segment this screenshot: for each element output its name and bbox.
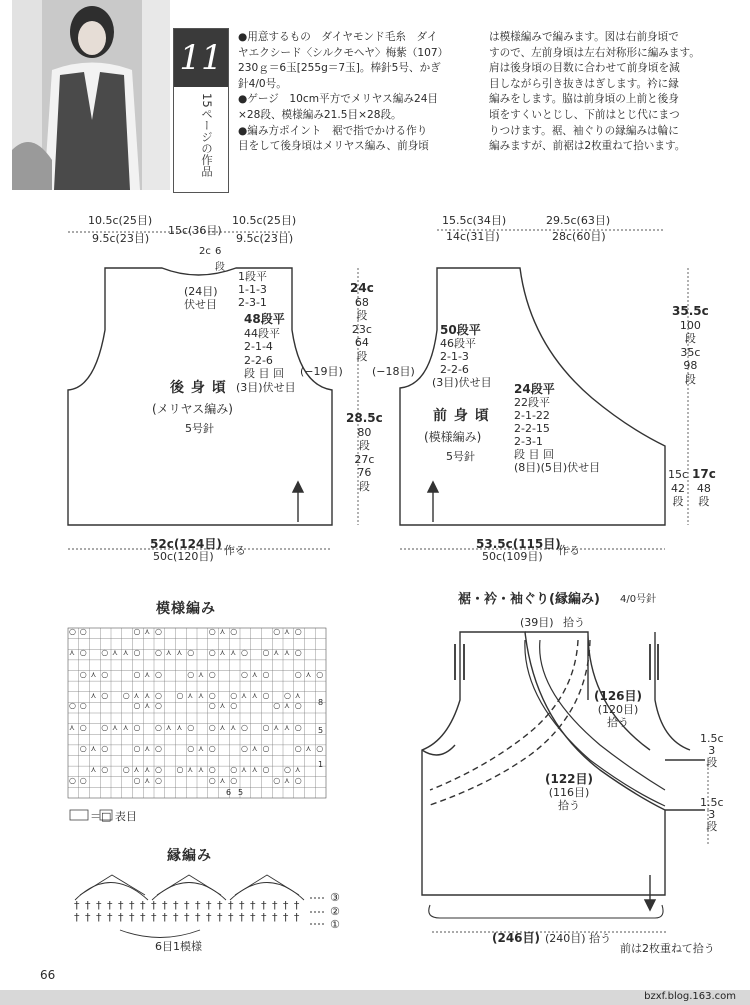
decrease-symbol: ⋏	[241, 765, 247, 775]
dim: 100	[679, 318, 701, 332]
decrease-symbol: ⋏	[294, 765, 301, 775]
decrease-symbol: ⋏	[284, 701, 290, 711]
dim: 拾う	[558, 799, 581, 812]
yarn-over-symbol: ○	[155, 627, 162, 636]
dim: 1.5c	[700, 732, 724, 745]
dim: 64	[354, 336, 369, 349]
yarn-over-symbol: ○	[294, 743, 302, 753]
back-dim-left-top2: 9.5c(23目)	[92, 232, 150, 245]
intro-line: ×28段、模様編み21.5目×28段。	[238, 108, 402, 121]
front-lower-height	[668, 468, 688, 509]
yarn-over-symbol: ○	[294, 722, 302, 732]
yarn-over-symbol: ○	[187, 722, 195, 732]
intro-line: 肩は後身頃の目数に合わせて前身頃を減	[489, 62, 680, 75]
step: 1-1-3	[238, 283, 267, 296]
yarn-over-symbol: ○	[101, 690, 109, 700]
yarn-over-symbol: ○	[155, 701, 162, 711]
yarn-over-symbol: ○	[69, 627, 76, 636]
back-neck-bindoff-label: 伏せ目	[184, 298, 217, 311]
yarn-over-symbol: ○	[187, 743, 195, 753]
back-neck-bindoff: (24目)	[184, 285, 218, 298]
trim-under-edge	[545, 773, 593, 812]
dim: 段	[356, 349, 368, 363]
yarn-over-symbol: ○	[79, 722, 87, 732]
front-dim-top4: 28c(60目)	[552, 230, 606, 243]
back-neck-steps	[238, 270, 267, 309]
intro-line: りつけます。裾、袖ぐりの縁編みは輪に	[489, 124, 679, 137]
step: 段 目 回	[244, 367, 284, 380]
step: 2-2-15	[514, 422, 550, 435]
dim: 80	[357, 425, 372, 439]
yarn-over-symbol: ○	[230, 627, 238, 636]
yarn-over-symbol: ○	[155, 690, 162, 700]
edging-repeat: 6目1模様	[155, 940, 202, 953]
yarn-over-symbol: ○	[176, 690, 184, 700]
decrease-symbol: ⋏	[144, 701, 151, 711]
yarn-over-symbol: ○	[155, 722, 162, 732]
yarn-over-symbol: ○	[208, 627, 216, 636]
yarn-over-symbol: ○	[208, 701, 216, 711]
back-body-stitch: (メリヤス編み)	[152, 402, 233, 416]
intro-line: 編みますが、前裾は2枚重ねて拾います。	[489, 140, 686, 153]
step: (8目)(5目)伏せ目	[514, 461, 601, 474]
step: 48段平	[244, 312, 285, 326]
intro-line: 頃をすくいとじし、下前はとじ代にまつ	[489, 108, 680, 121]
back-decrease: (−19目)	[300, 365, 343, 378]
decrease-symbol: ⋏	[112, 722, 118, 732]
dim: 3	[708, 744, 716, 757]
decrease-symbol: ⋏	[144, 669, 151, 679]
decrease-symbol: ⋏	[198, 669, 204, 679]
yarn-over-symbol: ○	[230, 701, 238, 711]
trim-front-note: 前は2枚重ねて拾う	[620, 942, 715, 955]
decrease-symbol: ⋏	[284, 627, 290, 636]
yarn-over-symbol: ○	[155, 648, 162, 658]
dim: (120目)	[597, 703, 639, 716]
dim: 28.5c	[346, 411, 383, 425]
decrease-symbol: ⋏	[144, 765, 151, 775]
back-dim-right-top2: 9.5c(23目)	[236, 232, 294, 245]
yarn-over-symbol: ○	[262, 669, 270, 679]
yarn-over-symbol: ○	[294, 669, 302, 679]
step: 1段平	[238, 270, 267, 283]
dim: 76	[357, 466, 372, 479]
decrease-symbol: ⋏	[165, 722, 172, 732]
decrease-symbol: ⋏	[251, 669, 258, 679]
chart-col-label: 5	[238, 788, 244, 797]
yarn-over-symbol: ○	[133, 722, 141, 732]
step: 2-1-3	[440, 350, 469, 363]
yarn-over-symbol: ○	[241, 669, 248, 679]
front-decrease: (−18目)	[372, 365, 415, 378]
step: (3目)伏せ目	[236, 380, 296, 394]
back-dim-mid-top: 15c(36目)	[168, 224, 222, 237]
edging-stitches	[74, 900, 300, 924]
dim: 段	[358, 439, 370, 452]
yarn-over-symbol: ○	[316, 669, 324, 679]
decrease-symbol: ⋏	[187, 690, 194, 700]
front-body-stitch: (模様編み)	[424, 430, 482, 444]
intro-line: すので、左前身頃は左右対称形に編みます。	[489, 46, 700, 59]
decrease-symbol: ⋏	[219, 722, 226, 732]
yarn-over-symbol: ○	[208, 765, 216, 775]
dim: 段	[684, 372, 696, 386]
yarn-over-symbol: ○	[316, 743, 324, 753]
decrease-symbol: ⋏	[176, 722, 183, 732]
dim: 48	[696, 481, 711, 495]
decrease-symbol: ⋏	[90, 690, 97, 700]
dim: 98	[683, 359, 698, 372]
decrease-symbol: ⋏	[305, 669, 312, 679]
front-neck-steps	[432, 323, 492, 389]
yarn-over-symbol: ○	[133, 775, 141, 785]
step: 2-1-22	[514, 409, 550, 422]
decrease-symbol: ⋏	[251, 690, 258, 700]
yarn-over-symbol: ○	[294, 648, 302, 658]
edging-round-2: ②	[330, 905, 340, 918]
back-neck-rows-unit: 段	[215, 262, 225, 273]
yarn-over-symbol: ○	[155, 775, 162, 785]
dim: 68	[354, 295, 369, 309]
step: 46段平	[440, 337, 476, 350]
intro-line: 目しながら引き抜きはぎします。衿に縁	[489, 77, 679, 90]
yarn-over-symbol: ○	[101, 765, 109, 775]
yarn-over-symbol: ○	[79, 627, 87, 636]
decrease-symbol: ⋏	[133, 690, 140, 700]
front-dim-top1: 15.5c(34目)	[442, 214, 507, 227]
dim: 段	[684, 332, 696, 345]
trim-title: 裾・衿・袖ぐり(縁編み)	[458, 592, 600, 607]
decrease-symbol: ⋏	[219, 648, 226, 658]
decrease-symbol: ⋏	[251, 765, 258, 775]
trim-needle: 4/0号針	[620, 594, 657, 605]
decrease-symbol: ⋏	[176, 648, 183, 658]
front-dim-top3: 29.5c(63目)	[546, 214, 611, 227]
step: 2-1-4	[244, 340, 273, 353]
yarn-over-symbol: ○	[208, 722, 216, 732]
back-body-title: 後 身 頃	[170, 380, 227, 396]
yarn-over-symbol: ○	[133, 743, 141, 753]
decrease-symbol: ⋏	[219, 701, 226, 711]
decrease-symbol: ⋏	[112, 648, 118, 658]
dim: 42	[671, 481, 686, 495]
yarn-over-symbol: ○	[241, 743, 248, 753]
dim: 段	[698, 495, 710, 508]
yarn-over-symbol: ○	[155, 669, 162, 679]
front-dim-top2: 14c(31目)	[446, 230, 500, 243]
yarn-over-symbol: ○	[208, 690, 216, 700]
front-cast-on: 作る	[558, 544, 580, 557]
edging-row: † † † † † † † † † † † † † † † † † † † † †	[74, 911, 301, 924]
trim-front-edge	[594, 690, 642, 729]
edging-round-3: ③	[330, 891, 340, 904]
yarn-over-symbol: ○	[294, 775, 302, 785]
intro-line: 目をして後身頃はメリヤス編み、前身頃	[238, 140, 429, 153]
yarn-over-symbol: ○	[101, 669, 109, 679]
edging-round-1: ①	[330, 918, 340, 931]
dim: 3	[708, 808, 716, 821]
dim: 段	[706, 820, 718, 833]
decrease-symbol: ⋏	[219, 627, 226, 636]
yarn-over-symbol: ○	[69, 701, 76, 711]
step: 50段平	[440, 323, 481, 337]
trim-armhole-width	[700, 733, 724, 769]
back-width: 52c(124目)	[150, 537, 222, 551]
yarn-over-symbol: ○	[79, 701, 87, 711]
yarn-over-symbol: ○	[208, 743, 216, 753]
intro-line: ●用意するもの ダイヤモンド毛糸 ダイ	[238, 31, 438, 43]
step: 24段平	[514, 382, 555, 396]
edging-row: † † † † † † † † † † † † † † † † † † † † †	[74, 899, 301, 912]
yarn-over-symbol: ○	[133, 627, 141, 636]
intro-line: ●ゲージ 10cm平方でメリヤス編み24目	[238, 93, 439, 106]
step: 2-3-1	[238, 296, 267, 309]
back-armhole-steps	[236, 312, 296, 394]
dim: 段	[358, 479, 370, 493]
yarn-over-symbol: ○	[273, 701, 281, 711]
yarn-over-symbol: ○	[230, 775, 238, 785]
back-dim-right-top: 10.5c(25目)	[232, 214, 297, 227]
yarn-over-symbol: ○	[155, 743, 162, 753]
decrease-symbol: ⋏	[284, 648, 290, 658]
decrease-symbol: ⋏	[219, 775, 226, 785]
decrease-symbol: ⋏	[230, 722, 237, 732]
step: 22段平	[514, 396, 550, 409]
decrease-symbol: ⋏	[273, 648, 280, 658]
back-neck-rows: 6	[215, 246, 222, 257]
yarn-over-symbol: ○	[187, 669, 195, 679]
decrease-symbol: ⋏	[90, 669, 97, 679]
yarn-over-symbol: ○	[208, 775, 216, 785]
yarn-over-symbol: ○	[230, 765, 238, 775]
trim-hem-pick: (240目) 拾う	[545, 932, 612, 945]
yarn-over-symbol: ○	[79, 743, 87, 753]
site-watermark: bzxf.blog.163.com	[644, 991, 736, 1002]
front-width: 53.5c(115目)	[476, 537, 561, 551]
decrease-symbol: ⋏	[230, 648, 237, 658]
yarn-over-symbol: ○	[230, 690, 238, 700]
back-width-cast: 50c(120目)	[153, 550, 214, 563]
yarn-over-symbol: ○	[133, 669, 141, 679]
front-body-title: 前 身 頃	[433, 408, 490, 424]
yarn-over-symbol: ○	[273, 627, 281, 636]
dim: 1.5c	[700, 796, 724, 809]
yarn-over-symbol: ○	[101, 648, 109, 658]
dim: 17c	[692, 467, 716, 481]
dim: 段	[356, 309, 368, 322]
step: 2-2-6	[244, 353, 273, 367]
front-body-needle: 5号針	[446, 450, 475, 463]
decrease-symbol: ⋏	[187, 765, 194, 775]
chart-row-label: 5	[318, 726, 324, 735]
yarn-over-symbol: ○	[176, 765, 184, 775]
yarn-over-symbol: ○	[208, 669, 216, 679]
chart-col-label: 6	[226, 788, 232, 797]
decrease-symbol: ⋏	[144, 627, 151, 636]
step: (3目)伏せ目	[432, 376, 492, 389]
edging-title: 縁編み	[167, 848, 212, 864]
intro-line: ●編み方ポイント 裾で指でかける作り	[238, 124, 428, 137]
decrease-symbol: ⋏	[144, 775, 151, 785]
dim: 35c	[680, 345, 701, 359]
page-number: 66	[40, 968, 56, 982]
yarn-over-symbol: ○	[69, 775, 76, 785]
yarn-over-symbol: ○	[241, 648, 248, 658]
decrease-symbol: ⋏	[144, 743, 151, 753]
decrease-symbol: ⋏	[122, 648, 129, 658]
back-neck-depth: 2c	[199, 246, 211, 257]
yarn-over-symbol: ○	[241, 722, 248, 732]
dim: (116目)	[548, 786, 590, 799]
front-side-height	[692, 468, 716, 509]
yarn-over-symbol: ○	[284, 765, 291, 775]
yarn-over-symbol: ○	[262, 722, 270, 732]
pattern-chart-title: 模様編み	[156, 601, 216, 617]
yarn-over-symbol: ○	[187, 648, 195, 658]
intro-line: は模様編みで編みます。図は右前身頃で	[489, 31, 679, 43]
trim-neck-count: (39目)	[520, 616, 554, 629]
yarn-over-symbol: ○	[208, 648, 216, 658]
dim: 24c	[350, 281, 374, 295]
decrease-symbol: ⋏	[284, 722, 290, 732]
chart-row-label: 8	[318, 698, 324, 707]
yarn-over-symbol: ○	[79, 648, 87, 658]
step: 2-2-6	[440, 363, 469, 376]
decrease-symbol: ⋏	[284, 775, 290, 785]
yarn-over-symbol: ○	[101, 722, 109, 732]
back-armhole-height	[350, 282, 374, 363]
yarn-over-symbol: ○	[122, 690, 130, 700]
dim: 27c	[354, 452, 375, 466]
intro-line: 針4/0号。	[238, 77, 287, 90]
trim-neck-pick: 拾う	[563, 616, 585, 629]
decrease-symbol: ⋏	[241, 690, 247, 700]
decrease-symbol: ⋏	[90, 765, 97, 775]
decrease-symbol: ⋏	[69, 722, 75, 732]
yarn-over-symbol: ○	[79, 775, 87, 785]
trim-hem-count: (246目)	[492, 931, 541, 945]
back-body-needle: 5号針	[185, 422, 214, 435]
dim: 23c	[351, 322, 372, 336]
yarn-over-symbol: ○	[155, 765, 162, 775]
pattern-caption: 15ページの作品	[200, 93, 214, 177]
decrease-symbol: ⋏	[165, 648, 172, 658]
front-width-cast: 50c(109目)	[482, 550, 543, 563]
yarn-over-symbol: ○	[294, 701, 302, 711]
yarn-over-symbol: ○	[122, 765, 130, 775]
decrease-symbol: ⋏	[251, 743, 258, 753]
pattern-number: 11	[174, 29, 228, 87]
front-armhole-steps	[514, 383, 600, 474]
yarn-over-symbol: ○	[284, 690, 291, 700]
yarn-over-symbol: ○	[101, 743, 109, 753]
yarn-over-symbol: ○	[133, 648, 141, 658]
dim: 段	[672, 495, 684, 508]
step: 段 目 回	[514, 448, 554, 461]
yarn-over-symbol: ○	[262, 765, 270, 775]
step: 2-3-1	[514, 435, 543, 448]
back-dim-left-top: 10.5c(25目)	[88, 214, 153, 227]
front-armhole-height	[672, 305, 709, 386]
yarn-over-symbol: ○	[133, 701, 141, 711]
step: 44段平	[244, 326, 280, 340]
dim: 15c	[668, 468, 689, 481]
dim: 35.5c	[672, 304, 709, 318]
decrease-symbol: ⋏	[305, 743, 312, 753]
back-cast-on: 作る	[224, 544, 246, 557]
yarn-over-symbol: ○	[262, 648, 270, 658]
chart-legend: ＝□ 表目	[90, 810, 137, 823]
decrease-symbol: ⋏	[273, 722, 280, 732]
yarn-over-symbol: ○	[294, 627, 302, 636]
intro-line: 編みをします。脇は前身頃の上前と後身	[489, 93, 679, 106]
trim-hem-width	[700, 797, 724, 833]
decrease-symbol: ⋏	[90, 743, 97, 753]
decrease-symbol: ⋏	[133, 765, 140, 775]
yarn-over-symbol: ○	[262, 690, 270, 700]
back-body-height	[346, 412, 383, 493]
chart-row-label: 1	[318, 760, 324, 769]
decrease-symbol: ⋏	[144, 690, 151, 700]
decrease-symbol: ⋏	[69, 648, 75, 658]
decrease-symbol: ⋏	[198, 690, 204, 700]
dim: (126目)	[594, 689, 643, 703]
dim: 拾う	[607, 716, 630, 729]
yarn-over-symbol: ○	[273, 775, 281, 785]
dim: (122目)	[545, 772, 594, 786]
decrease-symbol: ⋏	[198, 765, 204, 775]
dim: 段	[706, 756, 718, 769]
yarn-over-symbol: ○	[79, 669, 87, 679]
decrease-symbol: ⋏	[198, 743, 204, 753]
decrease-symbol: ⋏	[294, 690, 301, 700]
footer-bar	[0, 990, 750, 1005]
intro-line: ヤエクシード〈シルクモヘヤ〉梅紫（107）	[238, 46, 449, 59]
yarn-over-symbol: ○	[262, 743, 270, 753]
intro-line: 230ｇ＝6玉[255g＝7玉]。棒針5号、かぎ	[238, 62, 441, 75]
decrease-symbol: ⋏	[122, 722, 129, 732]
